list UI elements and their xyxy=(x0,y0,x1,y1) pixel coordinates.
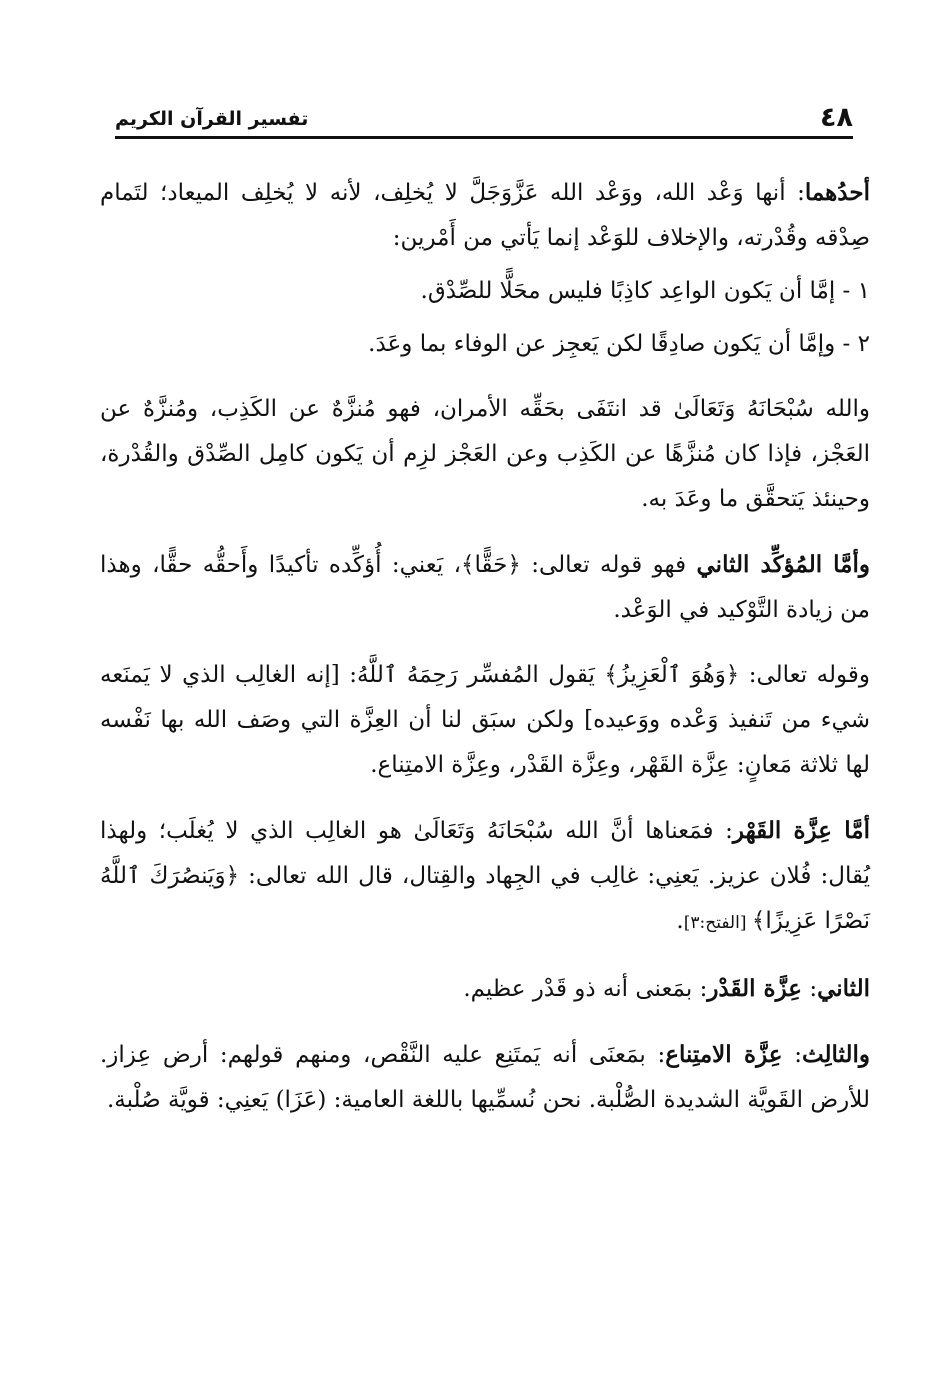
paragraph-lead: الثاني xyxy=(817,975,870,1002)
page-number: ٤٨ xyxy=(820,102,853,133)
paragraph-text: ، يَعني: أُؤكِّده تأكيدًا وأَحقُّه حقًّا، وهذا من زيادة التَّوْكيد في الوَعْد. xyxy=(100,552,870,623)
paragraph-item-2 xyxy=(100,322,870,367)
honorific-phrase: سُبْحَانَهُ وَتَعَالَىٰ xyxy=(413,818,554,844)
paragraph-al-aziz xyxy=(100,653,870,788)
body-text xyxy=(100,170,870,1143)
paragraph-text: : بمَعنى أنه ذو قَدْر عظيم. xyxy=(463,976,708,1002)
paragraph-text: : xyxy=(802,976,818,1002)
paragraph-text: يَقول المُفسِّر xyxy=(457,662,605,688)
paragraph-lead: أحدُهما xyxy=(804,179,870,206)
paragraph-first-reason xyxy=(100,170,870,261)
paragraph-text: : بمَعنَى أنه يَمتَنِع عليه النَّقْص، ومنهم قولهم: أرض عِزاز. للأرض القَويَّة الشديدة الصُّلْبة. نحن نُسمِّيها باللغة العامية: (عَزَا) يَعنِي: قويَّة صُلْبة. xyxy=(100,1042,870,1113)
paragraph-text: ١ - إمَّا أن يَكون الواعِد كاذِبًا فليس محَلًّا للصِّدْق. xyxy=(420,278,870,304)
quran-quote: ﴿وَهُوَ ٱلْعَزِيزُ﴾ xyxy=(604,662,740,688)
paragraph-lead: أمَّا عِزَّة القَهْر xyxy=(732,817,870,844)
paragraph-lead: والثالِث xyxy=(801,1041,870,1068)
paragraph-text: وقوله تعالى: xyxy=(739,662,870,688)
paragraph-second-emphasis xyxy=(100,542,870,633)
paragraph-text: ٢ - وإمَّا أن يَكون صادِقًا لكن يَعجِز عن الوفاء بما وعَدَ. xyxy=(368,331,870,357)
paragraph-text: هو الغالِب الذي لا يُغلَب؛ ولهذا يُقال: فُلان عزيز. يَعنِي: غالِب في الجِهاد والقِتال، قال الله تعالى: xyxy=(100,818,870,889)
running-title: تفسير القرآن الكريم xyxy=(115,108,309,130)
paragraph-text: : [إنه الغالِب الذي لا يَمنَعه شيء من تَنفيذ وَعْده ووَعيده] ولكن سبَق لنا أن العِزَّة التي وصَف الله بها نَفْسه لها ثلاثة مَعانٍ: عِزَّة القَهْر، وعِزَّة القَدْر، وعِزَّة الامتِناع. xyxy=(100,662,870,778)
paragraph-text: والله xyxy=(813,396,870,422)
paragraph-text: فهو قوله تعالى: xyxy=(520,552,697,578)
paragraph-izzat-imtina xyxy=(100,1032,870,1123)
paragraph-text: : أنها وَعْد الله، ووَعْد الله عَزَّوَجَلَّ لا يُخلِف، لأنه لا يُخلِف الميعاد؛ لتَمام صِدْقه وقُدْرته، والإخلاف للوَعْد إنما يَأتي من أَمْرين: xyxy=(100,180,870,251)
paragraph-item-1 xyxy=(100,269,870,314)
page-header xyxy=(115,96,853,136)
honorific-phrase: سُبْحَانَهُ وَتَعَالَىٰ xyxy=(673,396,814,422)
paragraph-izzat-qahr xyxy=(100,808,870,946)
paragraph-text: قد انتَفَى بحَقِّه الأمران، فهو مُنزَّهٌ عن الكَذِب، ومُنزَّهٌ عن العَجْز، فإذا كان مُنزَّهًا عن الكَذِب وعن العَجْز لزِم أن يَكون كامِل الصِّدْق والقُدْرة، وحينئذ يَتحقَّق ما وعَدَ به. xyxy=(100,396,870,512)
quran-quote: ﴿وَيَنصُرَكَ ٱللَّهُ نَصْرًا عَزِيزًا﴾ xyxy=(100,863,870,934)
verse-reference: [الفتح:٣] xyxy=(683,913,752,933)
paragraph-text: : xyxy=(782,1042,802,1068)
paragraph-text: . xyxy=(676,908,684,934)
paragraph-lead-term: عِزَّة الامتِناع xyxy=(665,1041,783,1068)
paragraph-allah-free xyxy=(100,387,870,522)
paragraph-lead: وأمَّا المُؤكِّد الثاني xyxy=(696,551,871,578)
paragraph-lead-term: عِزَّة القَدْر xyxy=(707,975,803,1002)
paragraph-text: : فمَعناها أنَّ الله xyxy=(553,818,733,844)
quran-quote: ﴿حَقًّا﴾ xyxy=(461,552,521,578)
paragraph-izzat-qadr xyxy=(100,966,870,1012)
honorific-phrase: رَحِمَهُ ٱللَّهُ xyxy=(356,662,458,688)
header-rule xyxy=(115,136,853,139)
